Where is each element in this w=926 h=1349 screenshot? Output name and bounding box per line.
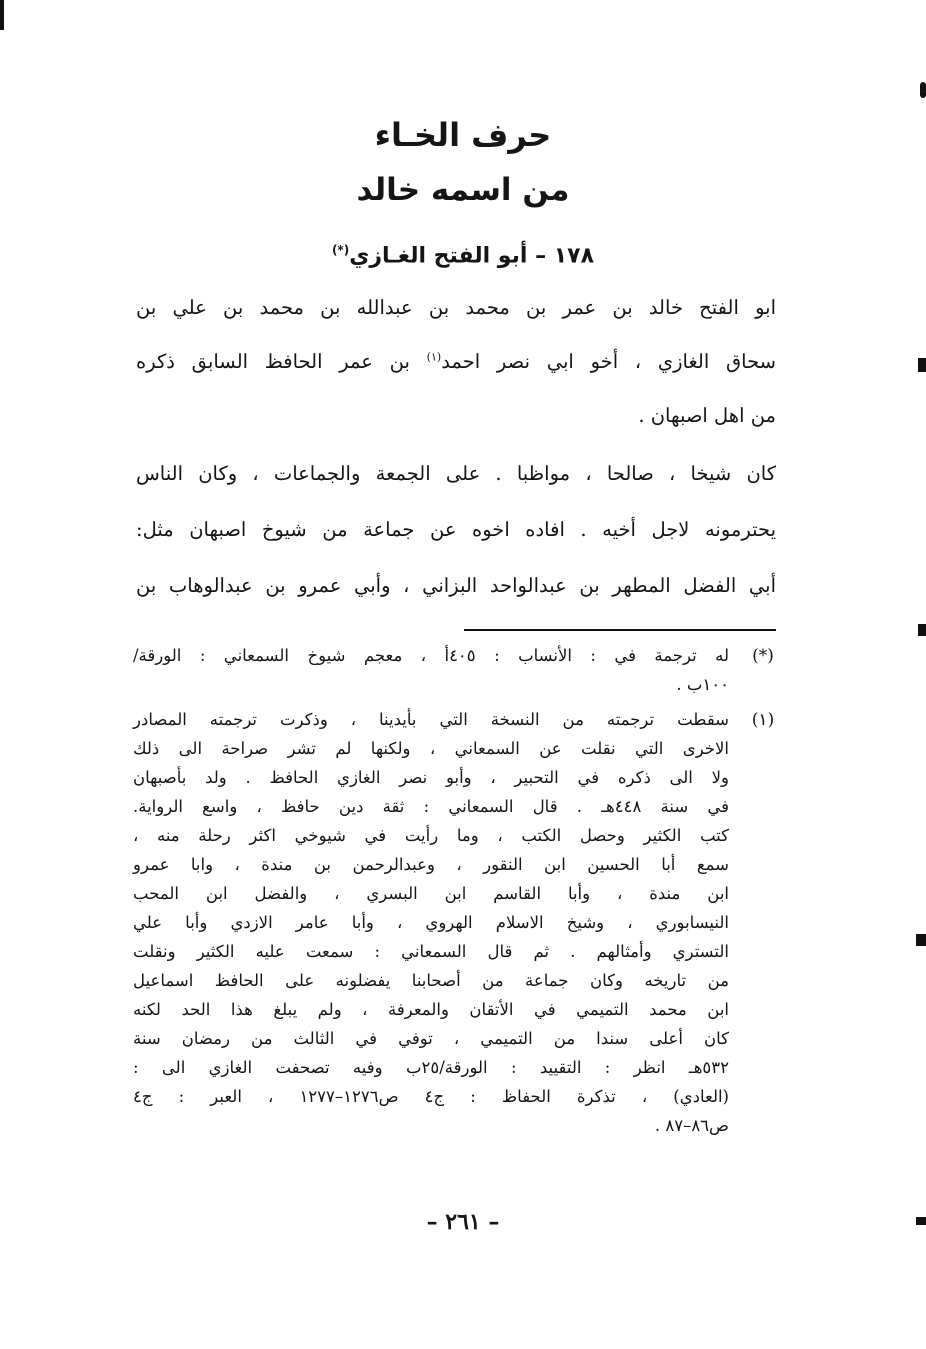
section-heading: من اسمه خالد xyxy=(356,172,570,208)
footnote-line: ابن محمد التميمي في الأتقان والمعرفة ، ولم يبلغ هذا الحد لكنه xyxy=(133,1000,729,1019)
footnote-marker: (*) xyxy=(752,646,774,666)
footnote-line: ولا الى ذكره في التحبير ، وأبو نصر الغازي الحافظ . ولد بأصبهان xyxy=(133,768,729,787)
footnote-line: كان أعلى سندا من التميمي ، توفي في الثالث من رمضان سنة xyxy=(133,1029,729,1048)
scan-edge-mark xyxy=(920,82,926,98)
footnote-line: ص٨٦–٨٧ . xyxy=(654,1116,729,1135)
page-number: – ٢٦١ – xyxy=(426,1209,500,1235)
footnote-line: من تاريخه وكان جماعة من أصحابنا يفضلونه على الحافظ اسماعيل xyxy=(133,971,729,990)
body-text: بن عمر الحافظ السابق ذكره xyxy=(136,350,427,373)
body-line: من اهل اصبهان . xyxy=(638,404,776,427)
footnote-line: في سنة ٤٤٨هـ . قال السمعاني : ثقة دين حافظ ، واسع الرواية. xyxy=(133,797,729,816)
footnote-line: الاخرى التي نقلت عن السمعاني ، ولكنها لم تشر صراحة الى ذلك xyxy=(133,739,729,758)
footnote-divider xyxy=(464,629,776,631)
body-line: يحترمونه لاجل أخيه . افاده اخوه عن جماعة من شيوخ اصبهان مثل: xyxy=(136,518,776,541)
footnote-line: ٥٣٢هـ انظر : التقييد : الورقة/٢٥ب وفيه تصحفت الغازي الى : xyxy=(133,1058,729,1077)
body-text: سحاق الغازي ، أخو ابي نصر احمد xyxy=(441,350,776,373)
entry-name: أبو الفتح الغـازي xyxy=(349,243,528,269)
footnote-line: ابن مندة ، وأبا القاسم ابن البسري ، والفضل ابن المحب xyxy=(133,884,729,903)
footnote-line: له ترجمة في : الأنساب : ٤٠٥أ ، معجم شيوخ السمعاني : الورقة/ xyxy=(133,646,730,665)
scan-edge-mark xyxy=(918,358,926,372)
footnote-line: كتب الكثير وحصل الكتب ، وما رأيت في شيوخي اكثر رحلة منه ، xyxy=(133,826,729,845)
entry-heading xyxy=(0,243,926,268)
footnote-line: سمع أبا الحسين ابن النقور ، وعبدالرحمن بن مندة ، وابا عمرو xyxy=(133,855,729,874)
entry-note-ref: (*) xyxy=(331,243,350,257)
footnote-line: سقطت ترجمته من النسخة التي بأيدينا ، وذكرت ترجمته المصادر xyxy=(133,710,729,729)
footnote-line: التستري وأمثالهم . ثم قال السمعاني : سمعت عليه الكثير ونقلت xyxy=(133,942,729,961)
entry-number: ١٧٨ xyxy=(553,243,595,269)
footnote-marker: (١) xyxy=(751,710,775,730)
entry-dash: – xyxy=(535,243,547,269)
footnote-line: (العادي) ، تذكرة الحفاظ : ج٤ ص١٢٧٦–١٢٧٧ ، العبر : ج٤ xyxy=(133,1087,729,1106)
scan-edge-mark xyxy=(0,0,4,30)
scan-edge-mark xyxy=(918,624,926,636)
letter-heading: حرف الخـاء xyxy=(374,116,552,154)
scan-edge-mark xyxy=(916,934,926,946)
body-line: ابو الفتح خالد بن عمر بن محمد بن عبدالله بن محمد بن علي بن xyxy=(136,296,776,319)
body-line: أبي الفضل المطهر بن عبدالواحد البزاني ، وأبي عمرو بن عبدالوهاب بن xyxy=(136,574,776,597)
footnote-line: النيسابوري ، وشيخ الاسلام الهروي ، وأبا عامر الازدي وأبا علي xyxy=(133,913,729,932)
footnote-line: ١٠٠ب . xyxy=(676,675,729,694)
body-line xyxy=(136,350,776,373)
body-line: كان شيخا ، صالحا ، مواظبا . على الجمعة والجماعات ، وكان الناس xyxy=(136,462,776,485)
footnote-ref: (١) xyxy=(426,350,442,364)
